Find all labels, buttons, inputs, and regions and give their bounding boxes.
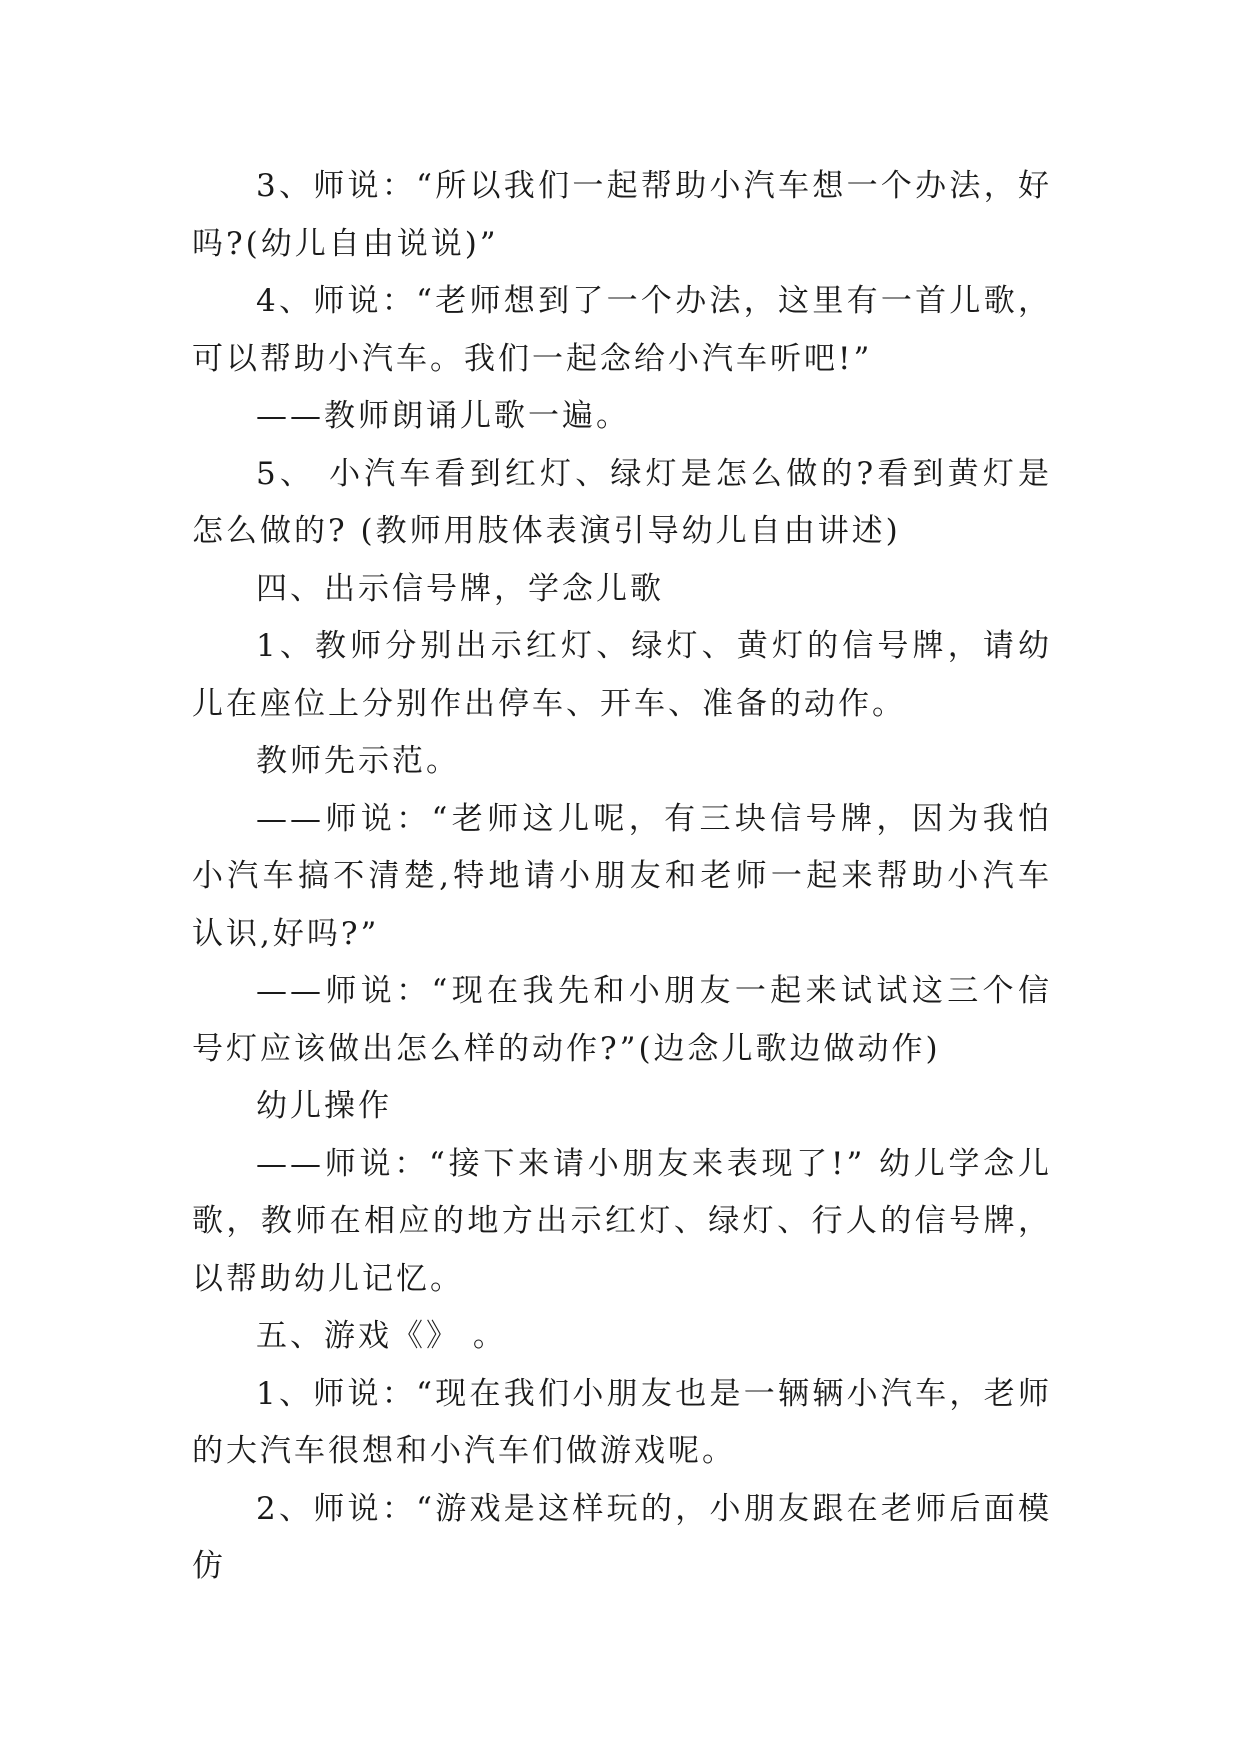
paragraph: 5、 小汽车看到红灯、绿灯是怎么做的?看到黄灯是怎么做的? (教师用肢体表演引导幼儿自由讲述) bbox=[192, 455, 1052, 549]
paragraph: ——教师朗诵儿歌一遍。 bbox=[256, 398, 630, 434]
paragraph: ——师说：“接下来请小朋友来表现了!” 幼儿学念儿歌，教师在相应的地方出示红灯、绿灯、行人的信号牌，以帮助幼儿记忆。 bbox=[192, 1145, 1052, 1297]
paragraph: 1、教师分别出示红灯、绿灯、黄灯的信号牌，请幼儿在座位上分别作出停车、开车、准备的动作。 bbox=[192, 628, 1052, 722]
paragraph: 4、师说：“老师想到了一个办法，这里有一首儿歌，可以帮助小汽车。我们一起念给小汽车听吧!” bbox=[192, 283, 1052, 377]
paragraph: ——师说：“老师这儿呢，有三块信号牌，因为我怕小汽车搞不清楚,特地请小朋友和老师一起来帮助小汽车认识,好吗?” bbox=[192, 800, 1052, 952]
paragraph: 1、师说：“现在我们小朋友也是一辆辆小汽车，老师的大汽车很想和小汽车们做游戏呢。 bbox=[192, 1375, 1052, 1469]
section-heading: 四、出示信号牌，学念儿歌 bbox=[256, 570, 664, 607]
paragraph: 幼儿操作 bbox=[256, 1088, 392, 1124]
paragraph: 教师先示范。 bbox=[256, 743, 460, 779]
paragraph: 3、师说：“所以我们一起帮助小汽车想一个办法，好吗?(幼儿自由说说)” bbox=[192, 168, 1052, 262]
document-body bbox=[192, 158, 1052, 1596]
paragraph: 2、师说：“游戏是这样玩的，小朋友跟在老师后面模仿 bbox=[192, 1490, 1052, 1584]
paragraph: ——师说：“现在我先和小朋友一起来试试这三个信号灯应该做出怎么样的动作?”(边念儿歌边做动作) bbox=[192, 973, 1052, 1067]
section-heading: 五、游戏《》 。 bbox=[256, 1318, 507, 1354]
